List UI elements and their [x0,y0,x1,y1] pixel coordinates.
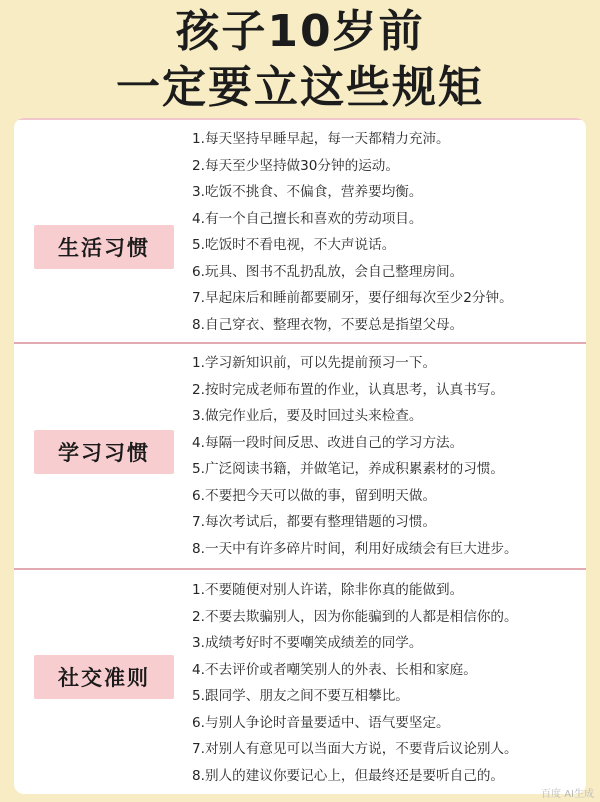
rules-list [192,577,586,789]
section-tag: 生活习惯 [34,225,174,269]
list-item: 8.一天中有许多碎片时间，利用好成绩会有巨大进步。 [192,540,518,557]
list-item: 7.每次考试后，都要有整理错题的习惯。 [192,514,437,530]
rules-list [192,350,586,562]
list-item: 8.自己穿衣、整理衣物，不要总是指望父母。 [192,316,464,333]
list-item: 1.每天坚持早睡早起，每一天都精力充沛。 [192,131,450,147]
list-item: 4.每隔一段时间反思、改进自己的学习方法。 [192,434,464,451]
section-tag: 学习习惯 [34,430,174,474]
watermark: 百度 AI生成 [541,789,594,800]
list-item: 7.早起床后和睡前都要刷牙，要仔细每次至少2分钟。 [192,290,513,306]
list-item: 4.有一个自己擅长和喜欢的劳动项目。 [192,210,423,227]
list-item: 5.广泛阅读书籍，并做笔记，养成积累素材的习惯。 [192,461,505,477]
list-item: 3.做完作业后，要及时回过头来检查。 [192,408,423,424]
list-item: 2.按时完成老师布置的作业，认真思考，认真书写。 [192,381,505,398]
list-item: 8.别人的建议你要记心上，但最终还是要听自己的。 [192,767,505,784]
page-title [0,4,600,116]
list-item: 4.不去评价或者嘲笑别人的外表、长相和家庭。 [192,661,477,678]
rules-list [192,126,586,338]
title-line-2: 一定要立这些规矩 [116,62,484,113]
list-item: 5.跟同学、朋友之间不要互相攀比。 [192,688,409,704]
list-item: 7.对别人有意见可以当面大方说，不要背后议论别人。 [192,741,518,757]
list-item: 6.玩具、图书不乱扔乱放，会自己整理房间。 [192,263,464,280]
list-item: 6.不要把今天可以做的事，留到明天做。 [192,487,437,504]
rules-card [14,118,586,794]
list-item: 5.吃饭时不看电视，不大声说话。 [192,237,396,253]
list-item: 3.成绩考好时不要嘲笑成绩差的同学。 [192,635,423,651]
list-item: 6.与别人争论时音量要适中、语气要坚定。 [192,714,450,731]
section-study-habits [14,342,586,568]
title-line-1: 孩子10岁前 [175,6,425,57]
list-item: 1.学习新知识前，可以先提前预习一下。 [192,355,437,371]
section-tag: 社交准则 [34,655,174,699]
list-item: 2.每天至少坚持做30分钟的运动。 [192,157,399,174]
list-item: 1.不要随便对别人许诺，除非你真的能做到。 [192,582,464,598]
list-item: 3.吃饭不挑食、不偏食，营养要均衡。 [192,184,423,200]
section-social-rules [14,568,586,794]
section-life-habits [14,118,586,342]
list-item: 2.不要去欺骗别人，因为你能骗到的人都是相信你的。 [192,608,518,625]
